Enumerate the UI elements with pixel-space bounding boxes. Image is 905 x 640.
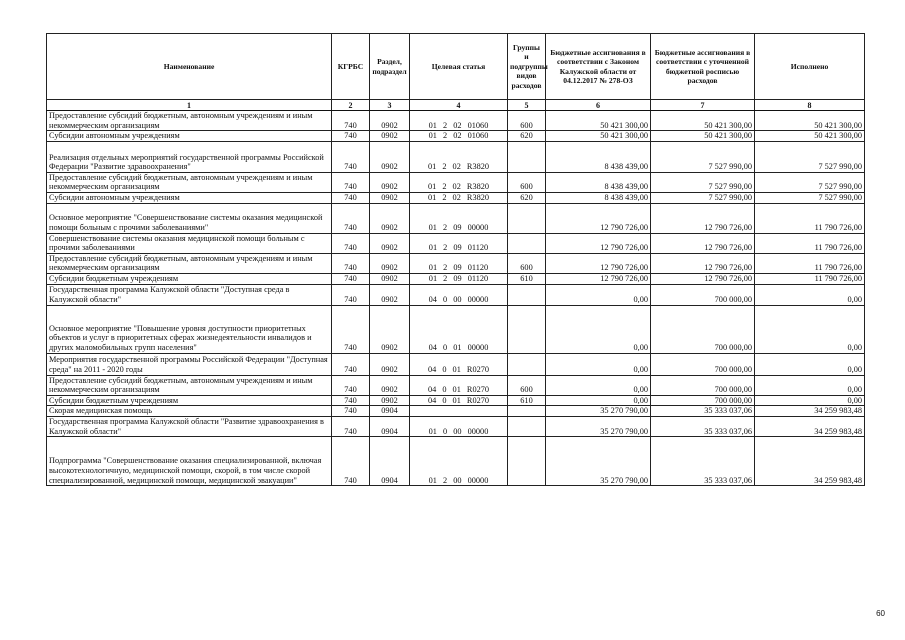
row-kgrbs: 740: [332, 233, 370, 253]
column-number: 2: [332, 100, 370, 111]
row-target: 04 0 01 R0270: [410, 375, 508, 395]
row-name: Государственная программа Калужской области "Развитие здравоохранения в Калужской области": [47, 416, 332, 436]
row-law-amount: 8 438 439,00: [546, 141, 651, 172]
table-row: [47, 233, 865, 253]
row-law-amount: 12 790 726,00: [546, 253, 651, 273]
row-target: [410, 406, 508, 417]
column-number: 7: [651, 100, 755, 111]
row-law-amount: 12 790 726,00: [546, 273, 651, 284]
row-name: Подпрограмма "Совершенствование оказания специализированной, включая высокотехнологичную, медицинской помощи, скорой, в том числе скорой специализированной, медицинской помощи, медицинской эвакуации": [47, 437, 332, 486]
row-target: 01 2 02 R3820: [410, 192, 508, 203]
row-group: [508, 233, 546, 253]
table-row: [47, 273, 865, 284]
row-executed-amount: 0,00: [755, 284, 865, 305]
column-number: 1: [47, 100, 332, 111]
column-number: 3: [370, 100, 410, 111]
row-roster-amount: 7 527 990,00: [651, 192, 755, 203]
row-group: [508, 416, 546, 436]
row-name: Реализация отдельных мероприятий государственной программы Российской Федерации "Развитие здравоохранения": [47, 141, 332, 172]
row-law-amount: 12 790 726,00: [546, 233, 651, 253]
row-law-amount: 50 421 300,00: [546, 131, 651, 142]
row-name: Субсидии автономным учреждениям: [47, 131, 332, 142]
row-target: 01 2 09 01120: [410, 233, 508, 253]
row-section: 0902: [370, 131, 410, 142]
row-target: 01 2 09 00000: [410, 203, 508, 233]
row-roster-amount: 700 000,00: [651, 395, 755, 406]
row-section: 0902: [370, 305, 410, 353]
row-roster-amount: 50 421 300,00: [651, 131, 755, 142]
row-law-amount: 0,00: [546, 353, 651, 375]
row-executed-amount: 11 790 726,00: [755, 273, 865, 284]
row-group: 600: [508, 375, 546, 395]
row-group: 610: [508, 273, 546, 284]
row-roster-amount: 700 000,00: [651, 284, 755, 305]
row-section: 0902: [370, 111, 410, 131]
row-executed-amount: 11 790 726,00: [755, 233, 865, 253]
row-law-amount: 35 270 790,00: [546, 437, 651, 486]
row-executed-amount: 0,00: [755, 375, 865, 395]
column-number: 6: [546, 100, 651, 111]
row-name: Субсидии автономным учреждениям: [47, 192, 332, 203]
table-row: [47, 192, 865, 203]
row-law-amount: 0,00: [546, 305, 651, 353]
row-kgrbs: 740: [332, 353, 370, 375]
header-group: Группы и подгруппы видов расходов: [508, 34, 546, 100]
row-target: 01 2 00 00000: [410, 437, 508, 486]
row-name: Субсидии бюджетным учреждениям: [47, 273, 332, 284]
row-name: Основное мероприятие "Совершенствование системы оказания медицинской помощи больным с прочими заболеваниями": [47, 203, 332, 233]
row-target: 01 2 02 01060: [410, 111, 508, 131]
row-target: 01 2 02 R3820: [410, 141, 508, 172]
row-section: 0902: [370, 192, 410, 203]
column-number: 5: [508, 100, 546, 111]
header-executed: Исполнено: [755, 34, 865, 100]
table-row: [47, 406, 865, 417]
row-kgrbs: 740: [332, 375, 370, 395]
table-row: [47, 305, 865, 353]
table-row: [47, 284, 865, 305]
row-group: 600: [508, 172, 546, 192]
row-target: 04 0 00 00000: [410, 284, 508, 305]
row-law-amount: 35 270 790,00: [546, 406, 651, 417]
table-row: [47, 141, 865, 172]
row-group: [508, 141, 546, 172]
row-roster-amount: 700 000,00: [651, 375, 755, 395]
row-group: [508, 203, 546, 233]
row-target: 04 0 01 R0270: [410, 353, 508, 375]
row-name: Основное мероприятие "Повышение уровня доступности приоритетных объектов и услуг в приоритетных сферах жизнедеятельности инвалидов и других маломобильных групп населения": [47, 305, 332, 353]
header-law: Бюджетные ассигнования в соответствии с Законом Калужской области от 04.12.2017 № 278-ОЗ: [546, 34, 651, 100]
row-target: 01 2 09 01120: [410, 253, 508, 273]
row-executed-amount: 0,00: [755, 353, 865, 375]
row-section: 0902: [370, 395, 410, 406]
row-kgrbs: 740: [332, 131, 370, 142]
row-roster-amount: 35 333 037,06: [651, 416, 755, 436]
row-group: [508, 284, 546, 305]
row-roster-amount: 35 333 037,06: [651, 437, 755, 486]
row-group: [508, 353, 546, 375]
row-group: 620: [508, 192, 546, 203]
row-group: 610: [508, 395, 546, 406]
row-kgrbs: 740: [332, 406, 370, 417]
row-roster-amount: 12 790 726,00: [651, 253, 755, 273]
row-section: 0904: [370, 437, 410, 486]
row-kgrbs: 740: [332, 253, 370, 273]
table-row: [47, 416, 865, 436]
row-name: Скорая медицинская помощь: [47, 406, 332, 417]
row-group: 620: [508, 131, 546, 142]
header-name: Наименование: [47, 34, 332, 100]
row-roster-amount: 12 790 726,00: [651, 273, 755, 284]
row-kgrbs: 740: [332, 395, 370, 406]
table-row: [47, 437, 865, 486]
row-executed-amount: 11 790 726,00: [755, 253, 865, 273]
row-group: 600: [508, 253, 546, 273]
row-kgrbs: 740: [332, 305, 370, 353]
column-number: 4: [410, 100, 508, 111]
row-law-amount: 12 790 726,00: [546, 203, 651, 233]
row-executed-amount: 7 527 990,00: [755, 172, 865, 192]
row-kgrbs: 740: [332, 437, 370, 486]
table-row: [47, 111, 865, 131]
row-kgrbs: 740: [332, 192, 370, 203]
row-kgrbs: 740: [332, 111, 370, 131]
table-header: [47, 34, 865, 111]
row-executed-amount: 50 421 300,00: [755, 131, 865, 142]
row-name: Предоставление субсидий бюджетным, автономным учреждениям и иным некоммерческим организациям: [47, 172, 332, 192]
row-roster-amount: 35 333 037,06: [651, 406, 755, 417]
row-law-amount: 50 421 300,00: [546, 111, 651, 131]
row-name: Совершенствование системы оказания медицинской помощи больным с прочими заболеваниями: [47, 233, 332, 253]
row-kgrbs: 740: [332, 172, 370, 192]
row-section: 0902: [370, 233, 410, 253]
header-roster: Бюджетные ассигнования в соответствии с уточненной бюджетной росписью расходов: [651, 34, 755, 100]
row-section: 0902: [370, 273, 410, 284]
row-name: Предоставление субсидий бюджетным, автономным учреждениям и иным некоммерческим организациям: [47, 375, 332, 395]
row-section: 0904: [370, 416, 410, 436]
row-roster-amount: 700 000,00: [651, 305, 755, 353]
table-row: [47, 172, 865, 192]
table-body: [47, 111, 865, 486]
row-law-amount: 0,00: [546, 395, 651, 406]
table-row: [47, 131, 865, 142]
row-executed-amount: 0,00: [755, 305, 865, 353]
row-executed-amount: 34 259 983,48: [755, 437, 865, 486]
row-target: 01 2 02 01060: [410, 131, 508, 142]
row-target: 01 0 00 00000: [410, 416, 508, 436]
row-group: 600: [508, 111, 546, 131]
row-kgrbs: 740: [332, 284, 370, 305]
page-number: 60: [876, 609, 885, 618]
row-kgrbs: 740: [332, 273, 370, 284]
row-executed-amount: 7 527 990,00: [755, 192, 865, 203]
row-name: Государственная программа Калужской области "Доступная среда в Калужской области": [47, 284, 332, 305]
row-kgrbs: 740: [332, 416, 370, 436]
row-name: Мероприятия государственной программы Российской Федерации "Доступная среда" на 2011 - 2020 годы: [47, 353, 332, 375]
row-executed-amount: 11 790 726,00: [755, 203, 865, 233]
row-section: 0902: [370, 253, 410, 273]
row-kgrbs: 740: [332, 141, 370, 172]
row-executed-amount: 34 259 983,48: [755, 416, 865, 436]
row-section: 0902: [370, 203, 410, 233]
row-roster-amount: 7 527 990,00: [651, 141, 755, 172]
row-kgrbs: 740: [332, 203, 370, 233]
row-name: Субсидии бюджетным учреждениям: [47, 395, 332, 406]
column-number: 8: [755, 100, 865, 111]
row-executed-amount: 50 421 300,00: [755, 111, 865, 131]
row-law-amount: 8 438 439,00: [546, 192, 651, 203]
row-roster-amount: 50 421 300,00: [651, 111, 755, 131]
row-executed-amount: 34 259 983,48: [755, 406, 865, 417]
header-target: Целевая статья: [410, 34, 508, 100]
row-roster-amount: 12 790 726,00: [651, 203, 755, 233]
row-roster-amount: 12 790 726,00: [651, 233, 755, 253]
table-row: [47, 203, 865, 233]
budget-execution-table: [46, 33, 865, 486]
row-section: 0902: [370, 172, 410, 192]
row-executed-amount: 0,00: [755, 395, 865, 406]
budget-table-sheet: [46, 33, 864, 486]
row-law-amount: 0,00: [546, 375, 651, 395]
header-kgrbs: КГРБС: [332, 34, 370, 100]
row-law-amount: 35 270 790,00: [546, 416, 651, 436]
table-row: [47, 375, 865, 395]
row-name: Предоставление субсидий бюджетным, автономным учреждениям и иным некоммерческим организациям: [47, 111, 332, 131]
row-target: 04 0 01 R0270: [410, 395, 508, 406]
row-section: 0902: [370, 284, 410, 305]
table-row: [47, 353, 865, 375]
row-roster-amount: 7 527 990,00: [651, 172, 755, 192]
table-row: [47, 253, 865, 273]
row-section: 0902: [370, 375, 410, 395]
row-target: 01 2 09 01120: [410, 273, 508, 284]
row-section: 0902: [370, 353, 410, 375]
table-row: [47, 395, 865, 406]
row-law-amount: 0,00: [546, 284, 651, 305]
row-target: 01 2 02 R3820: [410, 172, 508, 192]
header-section: Раздел, подраздел: [370, 34, 410, 100]
row-group: [508, 437, 546, 486]
row-law-amount: 8 438 439,00: [546, 172, 651, 192]
row-section: 0904: [370, 406, 410, 417]
row-section: 0902: [370, 141, 410, 172]
row-executed-amount: 7 527 990,00: [755, 141, 865, 172]
row-name: Предоставление субсидий бюджетным, автономным учреждениям и иным некоммерческим организациям: [47, 253, 332, 273]
row-roster-amount: 700 000,00: [651, 353, 755, 375]
row-group: [508, 406, 546, 417]
row-target: 04 0 01 00000: [410, 305, 508, 353]
row-group: [508, 305, 546, 353]
